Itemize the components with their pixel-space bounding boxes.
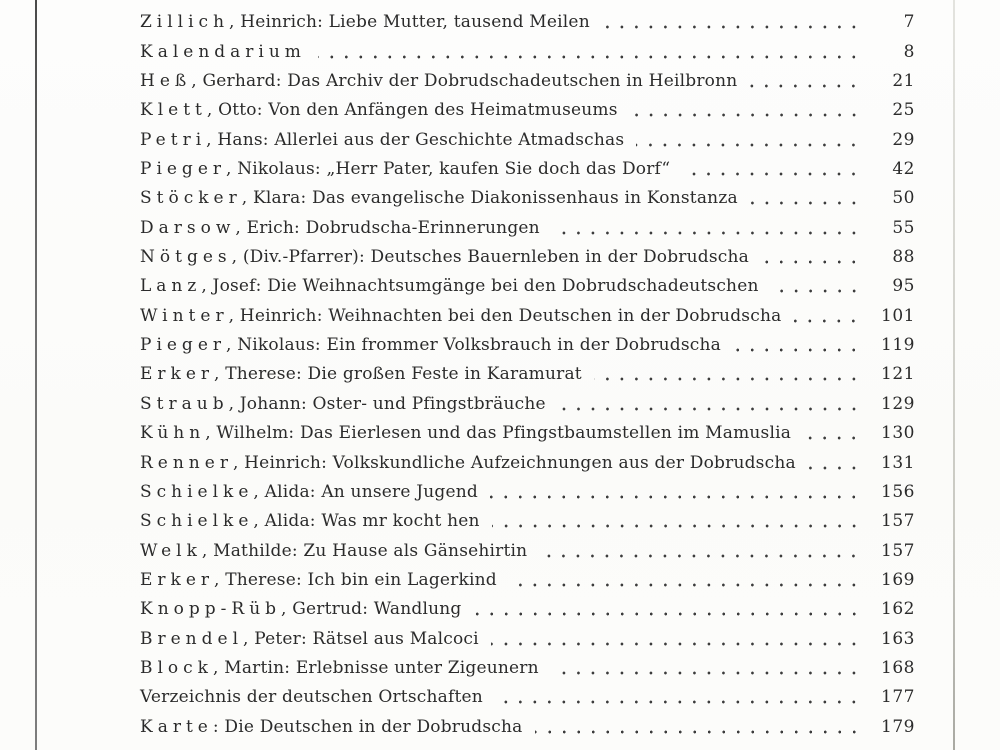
toc-entry-title: , Johann: Oster- und Pfingstbräuche — [228, 393, 546, 414]
dot-leader — [490, 490, 863, 500]
dot-leader — [318, 50, 863, 60]
toc-entry — [140, 679, 915, 708]
dot-leader — [474, 607, 863, 617]
dot-leader — [761, 255, 863, 265]
toc-entry-title: , (Div.-Pfarrer): Deutsches Bauernleben in der Dobrudscha — [231, 247, 749, 268]
toc-entry-title: , Wilhelm: Das Eierlesen und das Pfingstbaumstellen im Mamuslia — [205, 423, 792, 444]
left-gutter-line — [35, 0, 37, 750]
toc-entry-author: Pieger — [140, 159, 227, 180]
toc-entry-title: , Gerhard: Das Archiv der Dobrudschadeutschen in Heilbronn — [191, 71, 738, 92]
toc-entry — [140, 620, 915, 649]
toc-entry-author: Stöcker — [140, 188, 242, 209]
toc-entry — [140, 562, 915, 591]
toc-entry-title: , Josef: Die Weihnachtsumgänge bei den Dobrudschadeutschen — [201, 276, 759, 297]
toc-entry-title: , Martin: Erlebnisse unter Zigeunern — [213, 657, 539, 678]
toc-entry-author: Welk — [140, 540, 202, 561]
toc-entry-page: 7 — [903, 12, 915, 33]
toc-entry-page: 157 — [881, 540, 915, 561]
dot-leader — [558, 402, 863, 412]
toc-entry — [140, 297, 915, 326]
toc-entry-page: 131 — [881, 452, 915, 473]
toc-entry — [140, 356, 915, 385]
dot-leader — [793, 314, 863, 324]
toc-entry — [140, 327, 915, 356]
toc-entry-page: 169 — [881, 569, 915, 590]
dot-leader — [491, 637, 863, 647]
toc-entry-title: , Therese: Ich bin ein Lagerkind — [214, 569, 497, 590]
toc-entry-author: Winter — [140, 305, 229, 326]
dot-leader — [539, 549, 863, 559]
dot-leader — [495, 695, 863, 705]
toc-entry-title: , Otto: Von den Anfängen des Heimatmuseums — [206, 100, 618, 121]
toc-entry-page: 163 — [881, 628, 915, 649]
toc-entry-author: Lanz — [140, 276, 202, 297]
dot-leader — [750, 196, 863, 206]
toc-entry-page: 119 — [881, 335, 915, 356]
toc-entry — [140, 591, 915, 620]
toc-entry-title: , Klara: Das evangelische Diakonissenhaus in Konstanza — [241, 188, 738, 209]
toc-entry-author: Darsow — [140, 217, 236, 238]
dot-leader — [552, 226, 863, 236]
toc-entry-page: 25 — [892, 100, 915, 121]
toc-list — [140, 4, 915, 738]
toc-entry — [140, 385, 915, 414]
dot-leader — [636, 138, 863, 148]
toc-entry-title: Verzeichnis der deutschen Ortschaften — [140, 687, 483, 708]
toc-entry-title: , Heinrich: Liebe Mutter, tausend Meilen — [229, 12, 590, 33]
right-page-edge-line — [953, 0, 955, 750]
dot-leader — [808, 461, 863, 471]
dot-leader — [509, 578, 863, 588]
toc-entry — [140, 268, 915, 297]
toc-entry-author: Zillich — [140, 12, 230, 33]
toc-entry-page: 101 — [881, 305, 915, 326]
toc-entry-author: Knopp-Rüb — [140, 599, 282, 620]
toc-entry-author: Heß — [140, 71, 192, 92]
dot-leader — [749, 79, 863, 89]
dot-leader — [602, 20, 863, 30]
toc-entry — [140, 503, 915, 532]
toc-entry — [140, 708, 915, 737]
toc-entry-author: Kalendarium — [140, 41, 306, 62]
toc-entry-title: , Nikolaus: „Herr Pater, kaufen Sie doch das Dorf“ — [226, 159, 671, 180]
dot-leader — [535, 725, 864, 735]
toc-entry-page: 177 — [881, 687, 915, 708]
toc-entry — [140, 239, 915, 268]
toc-entry-author: Klett — [140, 100, 207, 121]
toc-entry-page: 8 — [903, 41, 915, 62]
dot-leader — [733, 343, 863, 353]
dot-leader — [492, 519, 863, 529]
toc-entry — [140, 63, 915, 92]
toc-entry-page: 168 — [881, 657, 915, 678]
toc-entry-page: 162 — [881, 599, 915, 620]
toc-entry — [140, 121, 915, 150]
dot-leader — [682, 167, 863, 177]
toc-entry-page: 156 — [881, 481, 915, 502]
toc-entry-author: Schielke — [140, 481, 254, 502]
toc-entry — [140, 650, 915, 679]
toc-entry-title: , Erich: Dobrudscha-Erinnerungen — [235, 217, 540, 238]
toc-entry-author: Nötges — [140, 247, 232, 268]
toc-entry-author: Pieger — [140, 335, 227, 356]
toc-entry-author: Erker — [140, 364, 215, 385]
toc-entry-page: 55 — [892, 217, 915, 238]
toc-entry-author: Schielke — [140, 511, 254, 532]
toc-entry-page: 95 — [892, 276, 915, 297]
toc-entry — [140, 92, 915, 121]
toc-entry-title: , Nikolaus: Ein frommer Volksbrauch in der Dobrudscha — [226, 335, 722, 356]
toc-entry — [140, 415, 915, 444]
toc-entry-page: 29 — [892, 129, 915, 150]
toc-entry — [140, 33, 915, 62]
toc-entry-title: , Alida: An unsere Jugend — [253, 481, 478, 502]
dot-leader — [771, 284, 863, 294]
toc-entry-page: 130 — [881, 423, 915, 444]
toc-entry — [140, 151, 915, 180]
toc-entry-title: , Heinrich: Weihnachten bei den Deutschen in der Dobrudscha — [228, 305, 782, 326]
toc-entry — [140, 444, 915, 473]
toc-entry-author: Kühn — [140, 423, 206, 444]
toc-entry-title: , Alida: Was mr kocht hen — [253, 511, 480, 532]
toc-entry-author: Block — [140, 657, 213, 678]
toc-entry-title: , Heinrich: Volkskundliche Aufzeichnungen aus der Dobrudscha — [232, 452, 796, 473]
toc-entry — [140, 532, 915, 561]
toc-entry-author: Erker — [140, 569, 215, 590]
toc-entry-page: 21 — [892, 71, 915, 92]
toc-entry — [140, 209, 915, 238]
toc-entry — [140, 4, 915, 33]
toc-entry — [140, 180, 915, 209]
toc-entry-title: , Mathilde: Zu Hause als Gänsehirtin — [201, 540, 528, 561]
toc-entry-author: Straub — [140, 393, 229, 414]
toc-entry — [140, 474, 915, 503]
toc-entry-author: Brendel — [140, 628, 244, 649]
toc-entry-page: 121 — [881, 364, 915, 385]
toc-entry-page: 88 — [892, 247, 915, 268]
toc-entry-author: Karte — [140, 716, 213, 737]
dot-leader — [803, 431, 863, 441]
toc-entry-author: Renner — [140, 452, 233, 473]
toc-entry-page: 129 — [881, 393, 915, 414]
toc-entry-title: , Therese: Die großen Feste in Karamurat — [214, 364, 582, 385]
dot-leader — [551, 666, 863, 676]
toc-entry-title: , Hans: Allerlei aus der Geschichte Atmadschas — [206, 129, 625, 150]
toc-entry-page: 179 — [881, 716, 915, 737]
toc-entry-page: 50 — [892, 188, 915, 209]
toc-entry-title: , Peter: Rätsel aus Malcoci — [243, 628, 479, 649]
toc-entry-page: 157 — [881, 511, 915, 532]
toc-entry-title: , Gertrud: Wandlung — [281, 599, 462, 620]
toc-entry-title: : Die Deutschen in der Dobrudscha — [212, 716, 523, 737]
dot-leader — [594, 372, 863, 382]
dot-leader — [630, 108, 863, 118]
toc-entry-page: 42 — [892, 159, 915, 180]
toc-entry-author: Petri — [140, 129, 207, 150]
